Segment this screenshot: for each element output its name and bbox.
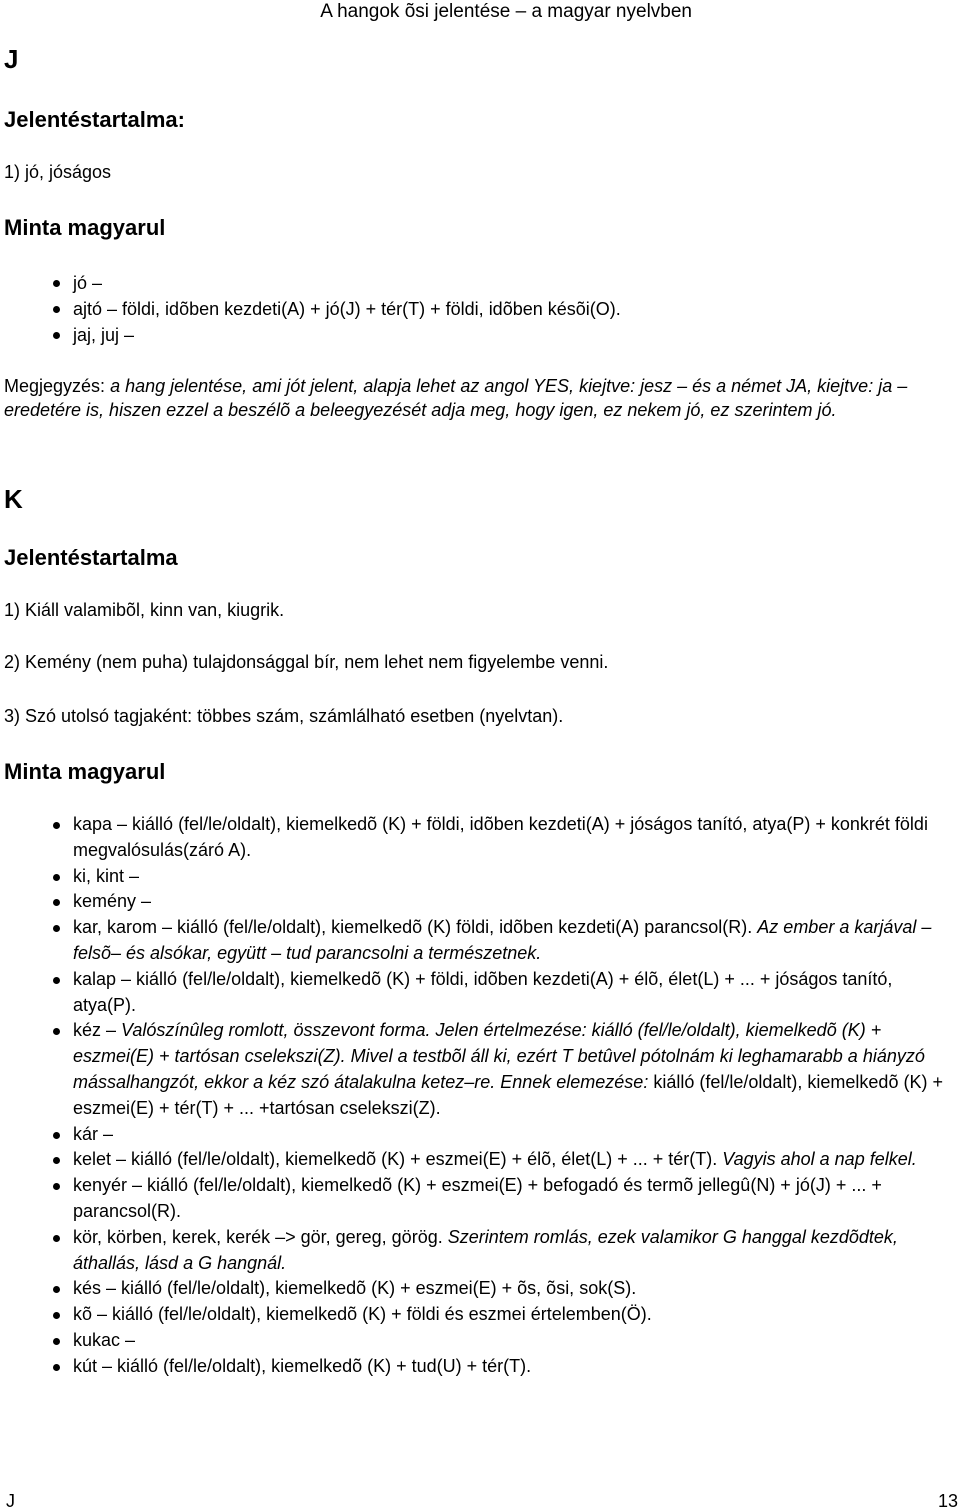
list-item: kéz – Valószínûleg romlott, összevont forma. Jelen értelmezése: kiálló (fel/le/oldalt), kiemelkedõ (K) + eszmei(E) + tartósan cselekszi(Z). Mivel a testbõl áll ki, ezért T betûvel pótolnám ki leghamarabb a hiányzó mássalhangzót, ekkor a kéz szó átalakulna ketez–re. Ennek elemezése: kiálló (fel/le/oldalt), kiemelkedõ (K) + eszmei(E) + tér(T) + ... +tartósan cselekszi(Z).	[50, 1018, 960, 1121]
meaning-k-3: 3) Szó utolsó tagjaként: többes szám, számlálható esetben (nyelvtan).	[4, 706, 564, 726]
list-item: kelet – kiálló (fel/le/oldalt), kiemelkedõ (K) + eszmei(E) + élõ, élet(L) + ... + tér(T). Vagyis ahol a nap felkel.	[50, 1147, 960, 1173]
example-list-k	[50, 812, 960, 1380]
list-item: ajtó – földi, idõben kezdeti(A) + jó(J) + tér(T) + földi, idõben késõi(O).	[50, 296, 960, 322]
example-heading-k: Minta magyarul	[4, 759, 166, 784]
meaning-k-1: 1) Kiáll valamibõl, kinn van, kiugrik.	[4, 600, 285, 620]
letter-heading-k: K	[4, 484, 23, 514]
list-item: kar, karom – kiálló (fel/le/oldalt), kiemelkedõ (K) földi, idõben kezdeti(A) parancsol(R). Az ember a karjával – felsõ– és alsókar, együtt – tud parancsolni a természetnek.	[50, 915, 960, 967]
list-item: kukac –	[50, 1328, 960, 1354]
list-item: jó –	[50, 270, 960, 296]
meaning-heading-j: Jelentéstartalma:	[4, 107, 185, 132]
list-item: kár –	[50, 1122, 960, 1148]
letter-heading-j: J	[4, 44, 19, 74]
example-heading-j: Minta magyarul	[4, 215, 166, 240]
list-item: kalap – kiálló (fel/le/oldalt), kiemelkedõ (K) + földi, idõben kezdeti(A) + élõ, élet(L) + ... + jóságos tanító, atya(P).	[50, 967, 960, 1019]
note-j	[4, 374, 956, 422]
list-item: kõ – kiálló (fel/le/oldalt), kiemelkedõ (K) + földi és eszmei értelemben(Ö).	[50, 1302, 960, 1328]
list-item: kemény –	[50, 889, 960, 915]
running-header: A hangok õsi jelentése – a magyar nyelvben	[320, 1, 692, 22]
list-item: kút – kiálló (fel/le/oldalt), kiemelkedõ (K) + tud(U) + tér(T).	[50, 1354, 960, 1380]
list-item: kés – kiálló (fel/le/oldalt), kiemelkedõ (K) + eszmei(E) + õs, õsi, sok(S).	[50, 1276, 960, 1302]
meaning-heading-k: Jelentéstartalma	[4, 545, 178, 570]
list-item: ki, kint –	[50, 864, 960, 890]
list-item: kenyér – kiálló (fel/le/oldalt), kiemelkedõ (K) + eszmei(E) + befogadó és termõ jellegû(N) + jó(J) + ... + parancsol(R).	[50, 1173, 960, 1225]
list-item: kapa – kiálló (fel/le/oldalt), kiemelkedõ (K) + földi, idõben kezdeti(A) + jóságos tanító, atya(P) + konkrét földi megvalósulás(záró A).	[50, 812, 960, 864]
list-item: kör, körben, kerek, kerék –> gör, gereg, görög. Szerintem romlás, ezek valamikor G hanggal kezdõdtek, áthallás, lásd a G hangnál.	[50, 1225, 960, 1277]
meaning-k-2: 2) Kemény (nem puha) tulajdonsággal bír, nem lehet nem figyelembe venni.	[4, 652, 609, 672]
note-text: a hang jelentése, ami jót jelent, alapja lehet az angol YES, kiejtve: jesz – és a német JA, kiejtve: ja – eredetére is, hiszen ezzel a beszélõ a beleegyezését adja meg, hogy igen, ez nekem jó, ez szerintem jó.	[4, 376, 908, 420]
footer-letter: J	[6, 1491, 15, 1511]
page-number: 13	[937, 1491, 958, 1511]
example-list-j	[50, 270, 960, 348]
list-item: jaj, juj –	[50, 322, 960, 348]
note-label: Megjegyzés:	[4, 376, 106, 396]
meaning-j-1: 1) jó, jóságos	[4, 162, 112, 182]
